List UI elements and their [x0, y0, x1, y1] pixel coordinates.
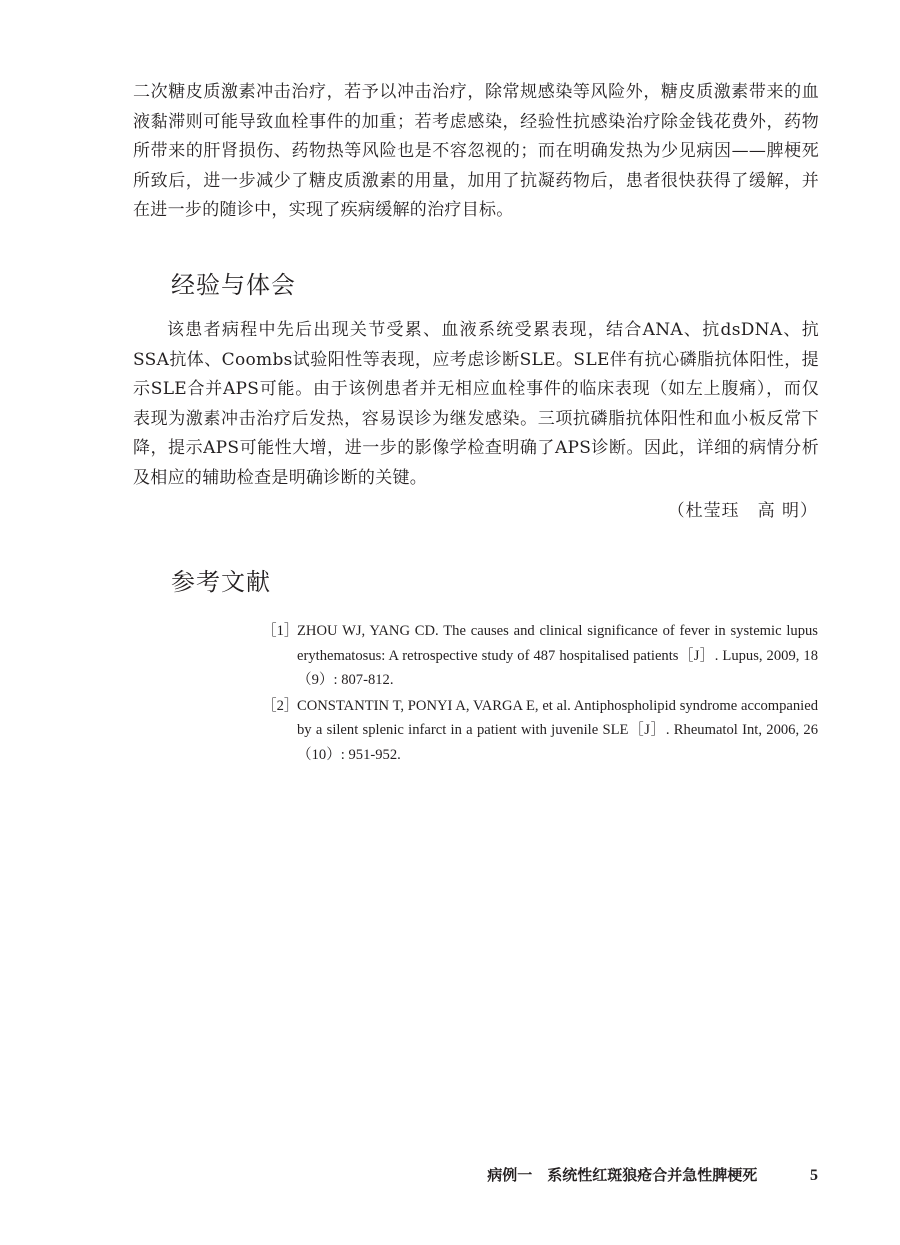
reference-item: [262, 619, 818, 693]
author-signature: （杜莹珏 高 明）: [667, 501, 818, 521]
reference-number: ［1］: [262, 623, 299, 639]
reference-text: ZHOU WJ, YANG CD. The causes and clinical significance of fever in systemic lupus erythematosus: A retrospective study of 487 hospitalised patients［J］. Lupus, 2009, 18（9）: 807-812.: [297, 623, 818, 688]
reference-number: ［2］: [262, 697, 299, 714]
heading-experience: 经验与体会: [171, 271, 296, 299]
body-paragraph-2: 该患者病程中先后出现关节受累、血液系统受累表现，结合ANA、抗dsDNA、抗SSA抗体、Coombs试验阳性等表现，应考虑诊断SLE。SLE伴有抗心磷脂抗体阳性，提示SLE合并APS可能。由于该例患者并无相应血栓事件的临床表现（如左上腹痛），而仅表现为激素冲击治疗后发热，容易误诊为继发感染。三项抗磷脂抗体阳性和血小板反常下降，提示APS可能性大增，进一步的影像学检查明确了APS诊断。因此，详细的病情分析及相应的辅助检查是明确诊断的关键。: [133, 320, 819, 488]
heading-references: 参考文献: [171, 568, 271, 596]
footer-chapter-title: 病例一 系统性红斑狼疮合并急性脾梗死: [487, 1166, 758, 1184]
reference-text: CONSTANTIN T, PONYI A, VARGA E, et al. Antiphospholipid syndrome accompanied by a silent splenic infarct in a patient with juvenile SLE［J］. Rheumatol Int, 2006, 26（10）: 951-952.: [297, 697, 818, 763]
body-paragraph-1: 二次糖皮质激素冲击治疗，若予以冲击治疗，除常规感染等风险外，糖皮质激素带来的血液黏滞则可能导致血栓事件的加重；若考虑感染，经验性抗感染治疗除金钱花费外，药物所带来的肝肾损伤、药物热等风险也是不容忽视的；而在明确发热为少见病因——脾梗死所致后，进一步减少了糖皮质激素的用量，加用了抗凝药物后，患者很快获得了缓解，并在进一步的随诊中，实现了疾病缓解的治疗目标。: [133, 82, 819, 220]
page-footer: [487, 1165, 818, 1186]
page-number: 5: [810, 1167, 818, 1184]
reference-item: [262, 694, 818, 768]
reference-list: [262, 619, 818, 768]
